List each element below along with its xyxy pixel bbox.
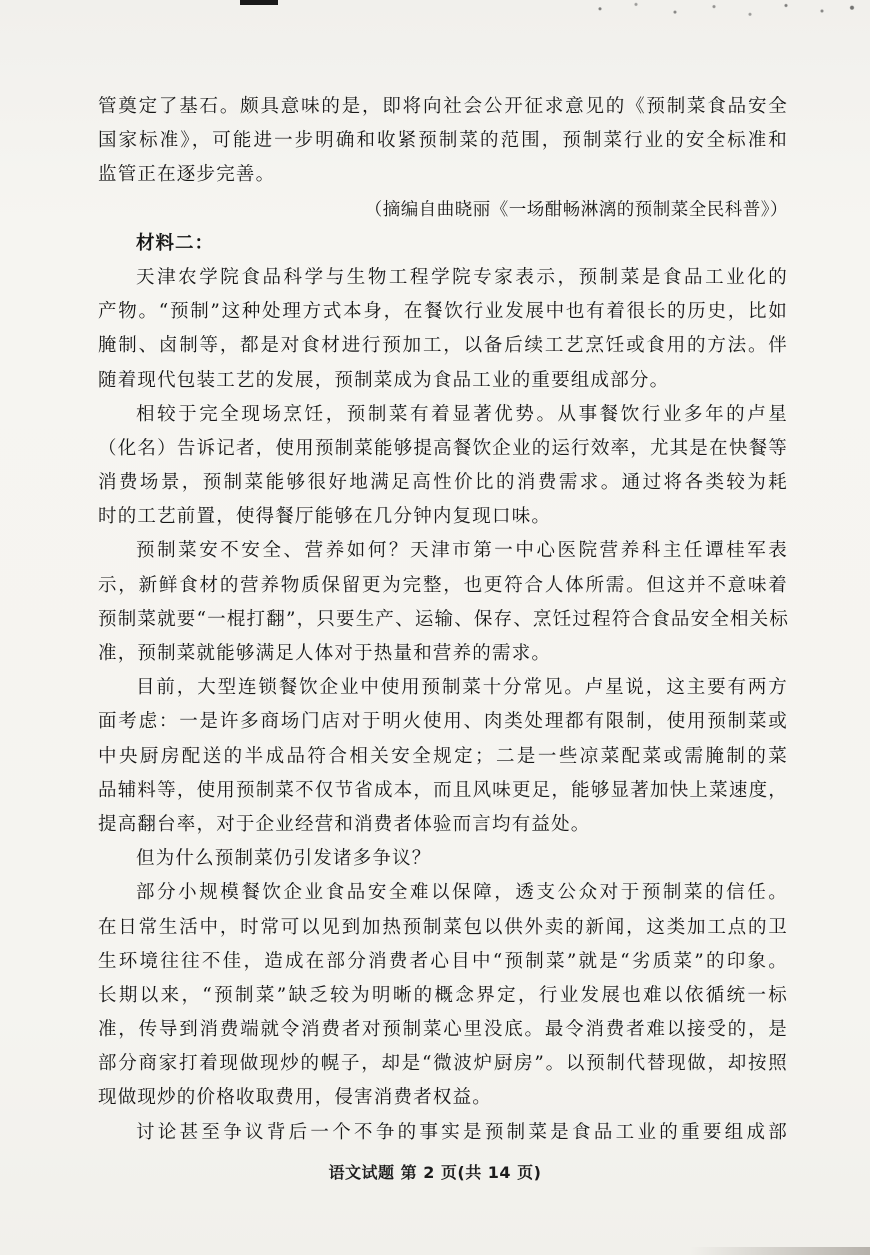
text-line: 准，预制菜就能够满足人体对于热量和营养的需求。 — [98, 643, 552, 664]
text-line: 长期以来，“预制菜”缺乏较为明晰的概念界定，行业发展也难以依循统一标 — [98, 984, 788, 1006]
text-line: 现做现炒的价格收取费用，侵害消费者权益。 — [98, 1087, 493, 1109]
text-line: 腌制、卤制等，都是对食材进行预加工，以备后续工艺烹饪或食用的方法。伴 — [98, 335, 788, 357]
text-line: 准，传导到消费端就令消费者对预制菜心里没底。最令消费者难以接受的，是 — [98, 1019, 788, 1041]
text-line: 预制菜安不安全、营养如何？天津市第一中心医院营养科主任谭桂军表 — [136, 540, 788, 562]
text-line: 但为什么预制菜仍引发诸多争议？ — [136, 848, 432, 870]
text-line: 管奠定了基石。颇具意味的是，即将向社会公开征求意见的《预制菜食品安全 — [98, 96, 788, 117]
page-edge-shadow — [690, 1247, 870, 1255]
text-line: 生环境往往不佳，造成在部分消费者心目中“预制菜”就是“劣质菜”的印象。 — [98, 950, 788, 972]
page-footer: 语文试题 第 2 页(共 14 页) — [328, 1163, 542, 1182]
text-line: 材料二： — [136, 232, 215, 254]
text-line: 监管正在逐步完善。 — [98, 164, 276, 186]
text-line: 在日常生活中，时常可以见到加热预制菜包以供外卖的新闻，这类加工点的卫 — [98, 916, 788, 938]
text-line: 提高翻台率，对于企业经营和消费者体验而言均有益处。 — [98, 813, 591, 835]
scan-mark — [240, 0, 278, 5]
text-line: （化名）告诉记者，使用预制菜能够提高餐饮企业的运行效率，尤其是在快餐等 — [98, 437, 788, 459]
text-line: （摘编自曲晓丽《一场酣畅淋漓的预制菜全民科普》） — [364, 199, 788, 220]
text-line: 中央厨房配送的半成品符合相关安全规定；二是一些凉菜配菜或需腌制的菜 — [98, 745, 788, 767]
text-line: 随着现代包装工艺的发展，预制菜成为食品工业的重要组成部分。 — [98, 369, 670, 391]
scan-noise — [570, 0, 870, 22]
article-body — [98, 90, 788, 1150]
text-line: 示，新鲜食材的营养物质保留更为完整，也更符合人体所需。但这并不意味着 — [98, 574, 788, 596]
text-line: 目前，大型连锁餐饮企业中使用预制菜十分常见。卢星说，这主要有两方 — [136, 677, 788, 699]
text-line: 时的工艺前置，使得餐厅能够在几分钟内复现口味。 — [98, 506, 552, 528]
text-line: 天津农学院食品科学与生物工程学院专家表示，预制菜是食品工业化的 — [136, 266, 788, 288]
text-line: 国家标准》，可能进一步明确和收紧预制菜的范围，预制菜行业的安全标准和 — [98, 130, 788, 152]
text-line: 部分商家打着现做现炒的幌子，却是“微波炉厨房”。以预制代替现做，却按照 — [98, 1053, 788, 1075]
text-line: 部分小规模餐饮企业食品安全难以保障，透支公众对于预制菜的信任。 — [136, 882, 788, 904]
text-line: 预制菜就要“一棍打翻”，只要生产、运输、保存、烹饪过程符合食品安全相关标 — [98, 608, 790, 630]
text-line: 消费场景，预制菜能够很好地满足高性价比的消费需求。通过将各类较为耗 — [98, 472, 788, 494]
text-line: 产物。“预制”这种处理方式本身，在餐饮行业发展中也有着很长的历史，比如 — [98, 301, 788, 323]
text-line: 相较于完全现场烹饪，预制菜有着显著优势。从事餐饮行业多年的卢星 — [136, 403, 788, 425]
text-line: 讨论甚至争议背后一个不争的事实是预制菜是食品工业的重要组成部 — [136, 1121, 788, 1143]
text-line: 品辅料等，使用预制菜不仅节省成本，而且风味更足，能够显著加快上菜速度， — [98, 779, 788, 801]
text-line: 面考虑：一是许多商场门店对于明火使用、肉类处理都有限制，使用预制菜或 — [98, 711, 788, 733]
